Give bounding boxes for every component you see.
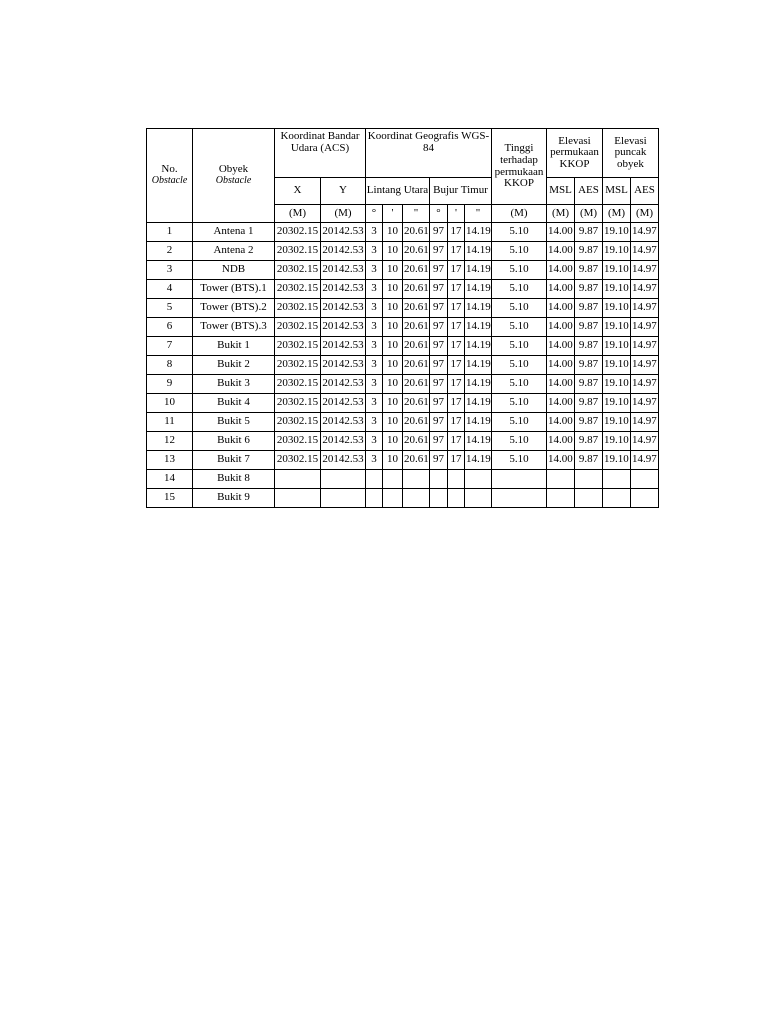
cell-elev-surface-msl: 14.00 — [547, 318, 575, 337]
cell-lat-min: 10 — [383, 413, 403, 432]
table-row — [147, 375, 659, 394]
cell-elev-peak-aes: 14.97 — [631, 432, 659, 451]
cell-elev-surface-msl: 14.00 — [547, 356, 575, 375]
cell-lon-deg: 97 — [430, 280, 448, 299]
cell-elev-peak-msl: 19.10 — [603, 413, 631, 432]
cell-elev-surface-msl — [547, 470, 575, 489]
cell-lat-min — [383, 489, 403, 508]
cell-no: 10 — [147, 394, 193, 413]
cell-lon-min — [448, 489, 465, 508]
cell-elev-surface-msl: 14.00 — [547, 337, 575, 356]
cell-tinggi: 5.10 — [492, 432, 547, 451]
cell-elev-surface-msl: 14.00 — [547, 375, 575, 394]
header-elevasi-permukaan: Elevasi permukaan KKOP — [547, 129, 603, 178]
cell-lon-min: 17 — [448, 337, 465, 356]
cell-lat-min: 10 — [383, 394, 403, 413]
cell-elev-peak-aes: 14.97 — [631, 375, 659, 394]
header-msl-2: MSL — [603, 178, 631, 205]
cell-elev-surface-msl: 14.00 — [547, 394, 575, 413]
cell-elev-peak-msl: 19.10 — [603, 394, 631, 413]
cell-x: 20302.15 — [275, 337, 321, 356]
cell-tinggi — [492, 470, 547, 489]
cell-lon-min: 17 — [448, 375, 465, 394]
cell-elev-peak-msl: 19.10 — [603, 451, 631, 470]
cell-y: 20142.53 — [321, 280, 366, 299]
cell-lon-sec: 14.19 — [465, 261, 492, 280]
cell-x: 20302.15 — [275, 432, 321, 451]
cell-y: 20142.53 — [321, 242, 366, 261]
cell-elev-surface-aes: 9.87 — [575, 375, 603, 394]
cell-elev-surface-msl: 14.00 — [547, 413, 575, 432]
cell-elev-surface-msl: 14.00 — [547, 280, 575, 299]
cell-lat-deg: 3 — [366, 375, 383, 394]
cell-y: 20142.53 — [321, 394, 366, 413]
cell-lat-sec: 20.61 — [403, 223, 430, 242]
cell-elev-peak-aes — [631, 489, 659, 508]
unit-cell: " — [403, 205, 430, 223]
cell-elev-peak-msl: 19.10 — [603, 356, 631, 375]
cell-obyek: Tower (BTS).1 — [193, 280, 275, 299]
cell-lat-deg: 3 — [366, 394, 383, 413]
table-row — [147, 223, 659, 242]
table-row — [147, 394, 659, 413]
cell-x: 20302.15 — [275, 394, 321, 413]
cell-lat-sec: 20.61 — [403, 356, 430, 375]
cell-elev-peak-aes: 14.97 — [631, 451, 659, 470]
cell-obyek: Tower (BTS).2 — [193, 299, 275, 318]
cell-elev-surface-aes: 9.87 — [575, 451, 603, 470]
header-koordinat-geografis: Koordinat Geografis WGS-84 — [366, 129, 492, 178]
cell-obyek: Bukit 5 — [193, 413, 275, 432]
header-no-label: No. — [161, 163, 178, 176]
cell-lon-min: 17 — [448, 356, 465, 375]
cell-elev-surface-msl: 14.00 — [547, 432, 575, 451]
header-elevasi-puncak: Elevasi puncak obyek — [603, 129, 659, 178]
unit-cell: ' — [448, 205, 465, 223]
cell-elev-surface-aes: 9.87 — [575, 223, 603, 242]
cell-lon-deg: 97 — [430, 318, 448, 337]
cell-lat-sec: 20.61 — [403, 432, 430, 451]
cell-no: 5 — [147, 299, 193, 318]
cell-no: 6 — [147, 318, 193, 337]
cell-elev-surface-aes: 9.87 — [575, 261, 603, 280]
cell-lon-deg: 97 — [430, 223, 448, 242]
cell-no: 15 — [147, 489, 193, 508]
cell-no: 14 — [147, 470, 193, 489]
cell-elev-surface-aes: 9.87 — [575, 280, 603, 299]
cell-lon-sec: 14.19 — [465, 375, 492, 394]
cell-tinggi: 5.10 — [492, 223, 547, 242]
cell-tinggi: 5.10 — [492, 451, 547, 470]
cell-elev-surface-msl: 14.00 — [547, 299, 575, 318]
cell-lat-min: 10 — [383, 375, 403, 394]
cell-obyek: Bukit 4 — [193, 394, 275, 413]
cell-tinggi: 5.10 — [492, 318, 547, 337]
header-aes-2: AES — [631, 178, 659, 205]
unit-cell: ° — [366, 205, 383, 223]
cell-tinggi: 5.10 — [492, 242, 547, 261]
cell-x: 20302.15 — [275, 242, 321, 261]
cell-lat-sec: 20.61 — [403, 394, 430, 413]
cell-obyek: Tower (BTS).3 — [193, 318, 275, 337]
cell-elev-peak-aes: 14.97 — [631, 394, 659, 413]
cell-lat-deg: 3 — [366, 280, 383, 299]
cell-lon-deg: 97 — [430, 394, 448, 413]
cell-y: 20142.53 — [321, 451, 366, 470]
cell-elev-surface-msl — [547, 489, 575, 508]
cell-elev-peak-msl: 19.10 — [603, 242, 631, 261]
cell-y: 20142.53 — [321, 318, 366, 337]
cell-y: 20142.53 — [321, 299, 366, 318]
cell-lon-min: 17 — [448, 451, 465, 470]
cell-elev-surface-aes: 9.87 — [575, 432, 603, 451]
cell-x: 20302.15 — [275, 451, 321, 470]
cell-elev-surface-aes: 9.87 — [575, 242, 603, 261]
cell-lat-sec: 20.61 — [403, 242, 430, 261]
header-obyek-label: Obyek — [218, 163, 249, 176]
cell-elev-surface-aes: 9.87 — [575, 299, 603, 318]
cell-elev-peak-aes: 14.97 — [631, 337, 659, 356]
cell-elev-peak-aes: 14.97 — [631, 261, 659, 280]
cell-obyek: Bukit 3 — [193, 375, 275, 394]
cell-lon-min — [448, 470, 465, 489]
header-obyek-sub: Obstacle — [215, 175, 252, 187]
cell-y: 20142.53 — [321, 356, 366, 375]
cell-y: 20142.53 — [321, 432, 366, 451]
table-row — [147, 337, 659, 356]
cell-lat-deg: 3 — [366, 356, 383, 375]
cell-no: 3 — [147, 261, 193, 280]
cell-elev-peak-msl: 19.10 — [603, 299, 631, 318]
cell-lat-sec: 20.61 — [403, 299, 430, 318]
cell-elev-surface-aes — [575, 489, 603, 508]
cell-elev-surface-msl: 14.00 — [547, 451, 575, 470]
cell-tinggi — [492, 489, 547, 508]
cell-elev-surface-aes: 9.87 — [575, 356, 603, 375]
header-no-sub: Obstacle — [151, 175, 188, 187]
cell-lon-sec: 14.19 — [465, 432, 492, 451]
cell-obyek: Bukit 6 — [193, 432, 275, 451]
cell-lon-min: 17 — [448, 242, 465, 261]
cell-lon-deg — [430, 489, 448, 508]
cell-lat-min: 10 — [383, 280, 403, 299]
cell-lat-min: 10 — [383, 299, 403, 318]
cell-lat-sec — [403, 470, 430, 489]
cell-elev-peak-msl: 19.10 — [603, 318, 631, 337]
cell-obyek: Bukit 9 — [193, 489, 275, 508]
cell-elev-peak-aes: 14.97 — [631, 223, 659, 242]
cell-lat-min: 10 — [383, 318, 403, 337]
cell-lon-sec: 14.19 — [465, 280, 492, 299]
cell-elev-peak-aes: 14.97 — [631, 318, 659, 337]
cell-lat-sec: 20.61 — [403, 261, 430, 280]
cell-elev-peak-aes: 14.97 — [631, 242, 659, 261]
cell-y: 20142.53 — [321, 413, 366, 432]
cell-lat-deg: 3 — [366, 223, 383, 242]
cell-lon-min: 17 — [448, 432, 465, 451]
obstacle-table — [146, 128, 659, 508]
cell-lat-min — [383, 470, 403, 489]
cell-no: 9 — [147, 375, 193, 394]
cell-lon-min: 17 — [448, 223, 465, 242]
table-row — [147, 318, 659, 337]
cell-lon-min: 17 — [448, 318, 465, 337]
unit-cell: (M) — [603, 205, 631, 223]
cell-lon-sec: 14.19 — [465, 413, 492, 432]
cell-y: 20142.53 — [321, 375, 366, 394]
table-row — [147, 261, 659, 280]
cell-elev-peak-aes: 14.97 — [631, 413, 659, 432]
cell-elev-surface-msl: 14.00 — [547, 242, 575, 261]
unit-cell: " — [465, 205, 492, 223]
cell-no: 2 — [147, 242, 193, 261]
cell-lon-sec: 14.19 — [465, 356, 492, 375]
unit-cell: (M) — [275, 205, 321, 223]
cell-lat-deg: 3 — [366, 299, 383, 318]
cell-elev-peak-msl: 19.10 — [603, 261, 631, 280]
cell-lon-min: 17 — [448, 280, 465, 299]
cell-elev-peak-aes: 14.97 — [631, 356, 659, 375]
cell-lon-deg: 97 — [430, 261, 448, 280]
cell-lon-sec — [465, 470, 492, 489]
cell-obyek: Antena 2 — [193, 242, 275, 261]
cell-lat-min: 10 — [383, 242, 403, 261]
cell-obyek: Bukit 2 — [193, 356, 275, 375]
table-row — [147, 356, 659, 375]
table-row — [147, 413, 659, 432]
header-no — [147, 129, 193, 223]
cell-lon-deg: 97 — [430, 242, 448, 261]
cell-lon-deg: 97 — [430, 356, 448, 375]
cell-obyek: Bukit 7 — [193, 451, 275, 470]
cell-lon-sec: 14.19 — [465, 242, 492, 261]
cell-y — [321, 489, 366, 508]
cell-lat-sec: 20.61 — [403, 451, 430, 470]
cell-lon-deg — [430, 470, 448, 489]
cell-no: 1 — [147, 223, 193, 242]
cell-no: 4 — [147, 280, 193, 299]
cell-elev-surface-aes — [575, 470, 603, 489]
cell-elev-surface-msl: 14.00 — [547, 223, 575, 242]
cell-obyek: NDB — [193, 261, 275, 280]
header-msl-1: MSL — [547, 178, 575, 205]
cell-tinggi: 5.10 — [492, 356, 547, 375]
table-body — [147, 223, 659, 508]
unit-cell: (M) — [631, 205, 659, 223]
cell-lat-deg: 3 — [366, 242, 383, 261]
cell-lat-sec: 20.61 — [403, 337, 430, 356]
cell-x — [275, 470, 321, 489]
cell-no: 12 — [147, 432, 193, 451]
table-row — [147, 280, 659, 299]
cell-tinggi: 5.10 — [492, 299, 547, 318]
cell-lon-sec: 14.19 — [465, 394, 492, 413]
cell-tinggi: 5.10 — [492, 394, 547, 413]
unit-cell: (M) — [321, 205, 366, 223]
cell-lon-sec — [465, 489, 492, 508]
cell-lon-deg: 97 — [430, 299, 448, 318]
cell-lon-deg: 97 — [430, 413, 448, 432]
cell-lon-min: 17 — [448, 299, 465, 318]
cell-lat-deg: 3 — [366, 318, 383, 337]
cell-y: 20142.53 — [321, 261, 366, 280]
header-y: Y — [321, 178, 366, 205]
cell-tinggi: 5.10 — [492, 375, 547, 394]
cell-x — [275, 489, 321, 508]
cell-x: 20302.15 — [275, 280, 321, 299]
cell-lon-sec: 14.19 — [465, 451, 492, 470]
header-koordinat-bandar: Koordinat Bandar Udara (ACS) — [275, 129, 366, 178]
cell-elev-peak-aes: 14.97 — [631, 280, 659, 299]
cell-lon-min: 17 — [448, 394, 465, 413]
cell-obyek: Bukit 8 — [193, 470, 275, 489]
cell-elev-surface-aes: 9.87 — [575, 413, 603, 432]
cell-lat-deg — [366, 489, 383, 508]
cell-elev-peak-msl: 19.10 — [603, 280, 631, 299]
cell-lon-min: 17 — [448, 261, 465, 280]
cell-lat-sec: 20.61 — [403, 280, 430, 299]
cell-lat-deg — [366, 470, 383, 489]
table-row — [147, 451, 659, 470]
cell-tinggi: 5.10 — [492, 413, 547, 432]
cell-tinggi: 5.10 — [492, 337, 547, 356]
cell-lat-sec: 20.61 — [403, 413, 430, 432]
cell-elev-surface-aes: 9.87 — [575, 337, 603, 356]
header-obyek — [193, 129, 275, 223]
header-aes-1: AES — [575, 178, 603, 205]
cell-lon-sec: 14.19 — [465, 299, 492, 318]
table-row — [147, 489, 659, 508]
cell-elev-surface-aes: 9.87 — [575, 318, 603, 337]
cell-lat-min: 10 — [383, 432, 403, 451]
cell-obyek: Antena 1 — [193, 223, 275, 242]
cell-y: 20142.53 — [321, 223, 366, 242]
cell-lat-sec: 20.61 — [403, 318, 430, 337]
cell-elev-peak-msl — [603, 489, 631, 508]
cell-elev-surface-aes: 9.87 — [575, 394, 603, 413]
cell-y: 20142.53 — [321, 337, 366, 356]
unit-cell: (M) — [547, 205, 575, 223]
cell-lat-min: 10 — [383, 337, 403, 356]
cell-elev-peak-aes: 14.97 — [631, 299, 659, 318]
cell-lat-sec — [403, 489, 430, 508]
table-row — [147, 299, 659, 318]
cell-obyek: Bukit 1 — [193, 337, 275, 356]
cell-elev-peak-msl: 19.10 — [603, 337, 631, 356]
cell-lat-deg: 3 — [366, 337, 383, 356]
cell-lat-deg: 3 — [366, 432, 383, 451]
cell-x: 20302.15 — [275, 299, 321, 318]
unit-cell: (M) — [575, 205, 603, 223]
cell-x: 20302.15 — [275, 318, 321, 337]
header-tinggi: Tinggi terhadap permukaan KKOP — [492, 129, 547, 205]
cell-y — [321, 470, 366, 489]
cell-x: 20302.15 — [275, 261, 321, 280]
header-bujur: Bujur Timur — [430, 178, 492, 205]
cell-tinggi: 5.10 — [492, 280, 547, 299]
table-row — [147, 242, 659, 261]
cell-elev-peak-msl: 19.10 — [603, 223, 631, 242]
cell-x: 20302.15 — [275, 413, 321, 432]
cell-lon-deg: 97 — [430, 337, 448, 356]
cell-x: 20302.15 — [275, 356, 321, 375]
cell-lat-sec: 20.61 — [403, 375, 430, 394]
cell-lon-deg: 97 — [430, 451, 448, 470]
cell-lat-min: 10 — [383, 356, 403, 375]
cell-lon-sec: 14.19 — [465, 337, 492, 356]
cell-lat-min: 10 — [383, 223, 403, 242]
cell-elev-surface-msl: 14.00 — [547, 261, 575, 280]
cell-lat-deg: 3 — [366, 451, 383, 470]
cell-lon-sec: 14.19 — [465, 223, 492, 242]
cell-lat-min: 10 — [383, 261, 403, 280]
cell-lon-deg: 97 — [430, 375, 448, 394]
cell-lon-sec: 14.19 — [465, 318, 492, 337]
unit-cell: ° — [430, 205, 448, 223]
table-row — [147, 432, 659, 451]
cell-lon-min: 17 — [448, 413, 465, 432]
cell-no: 7 — [147, 337, 193, 356]
cell-lon-deg: 97 — [430, 432, 448, 451]
cell-no: 13 — [147, 451, 193, 470]
cell-lat-deg: 3 — [366, 261, 383, 280]
cell-lat-min: 10 — [383, 451, 403, 470]
table-row — [147, 470, 659, 489]
header-x: X — [275, 178, 321, 205]
cell-elev-peak-msl: 19.10 — [603, 375, 631, 394]
cell-no: 11 — [147, 413, 193, 432]
header-lintang: Lintang Utara — [366, 178, 430, 205]
cell-x: 20302.15 — [275, 375, 321, 394]
cell-tinggi: 5.10 — [492, 261, 547, 280]
unit-cell: ' — [383, 205, 403, 223]
cell-lat-deg: 3 — [366, 413, 383, 432]
cell-elev-peak-msl: 19.10 — [603, 432, 631, 451]
cell-elev-peak-aes — [631, 470, 659, 489]
cell-elev-peak-msl — [603, 470, 631, 489]
unit-cell: (M) — [492, 205, 547, 223]
cell-x: 20302.15 — [275, 223, 321, 242]
cell-no: 8 — [147, 356, 193, 375]
